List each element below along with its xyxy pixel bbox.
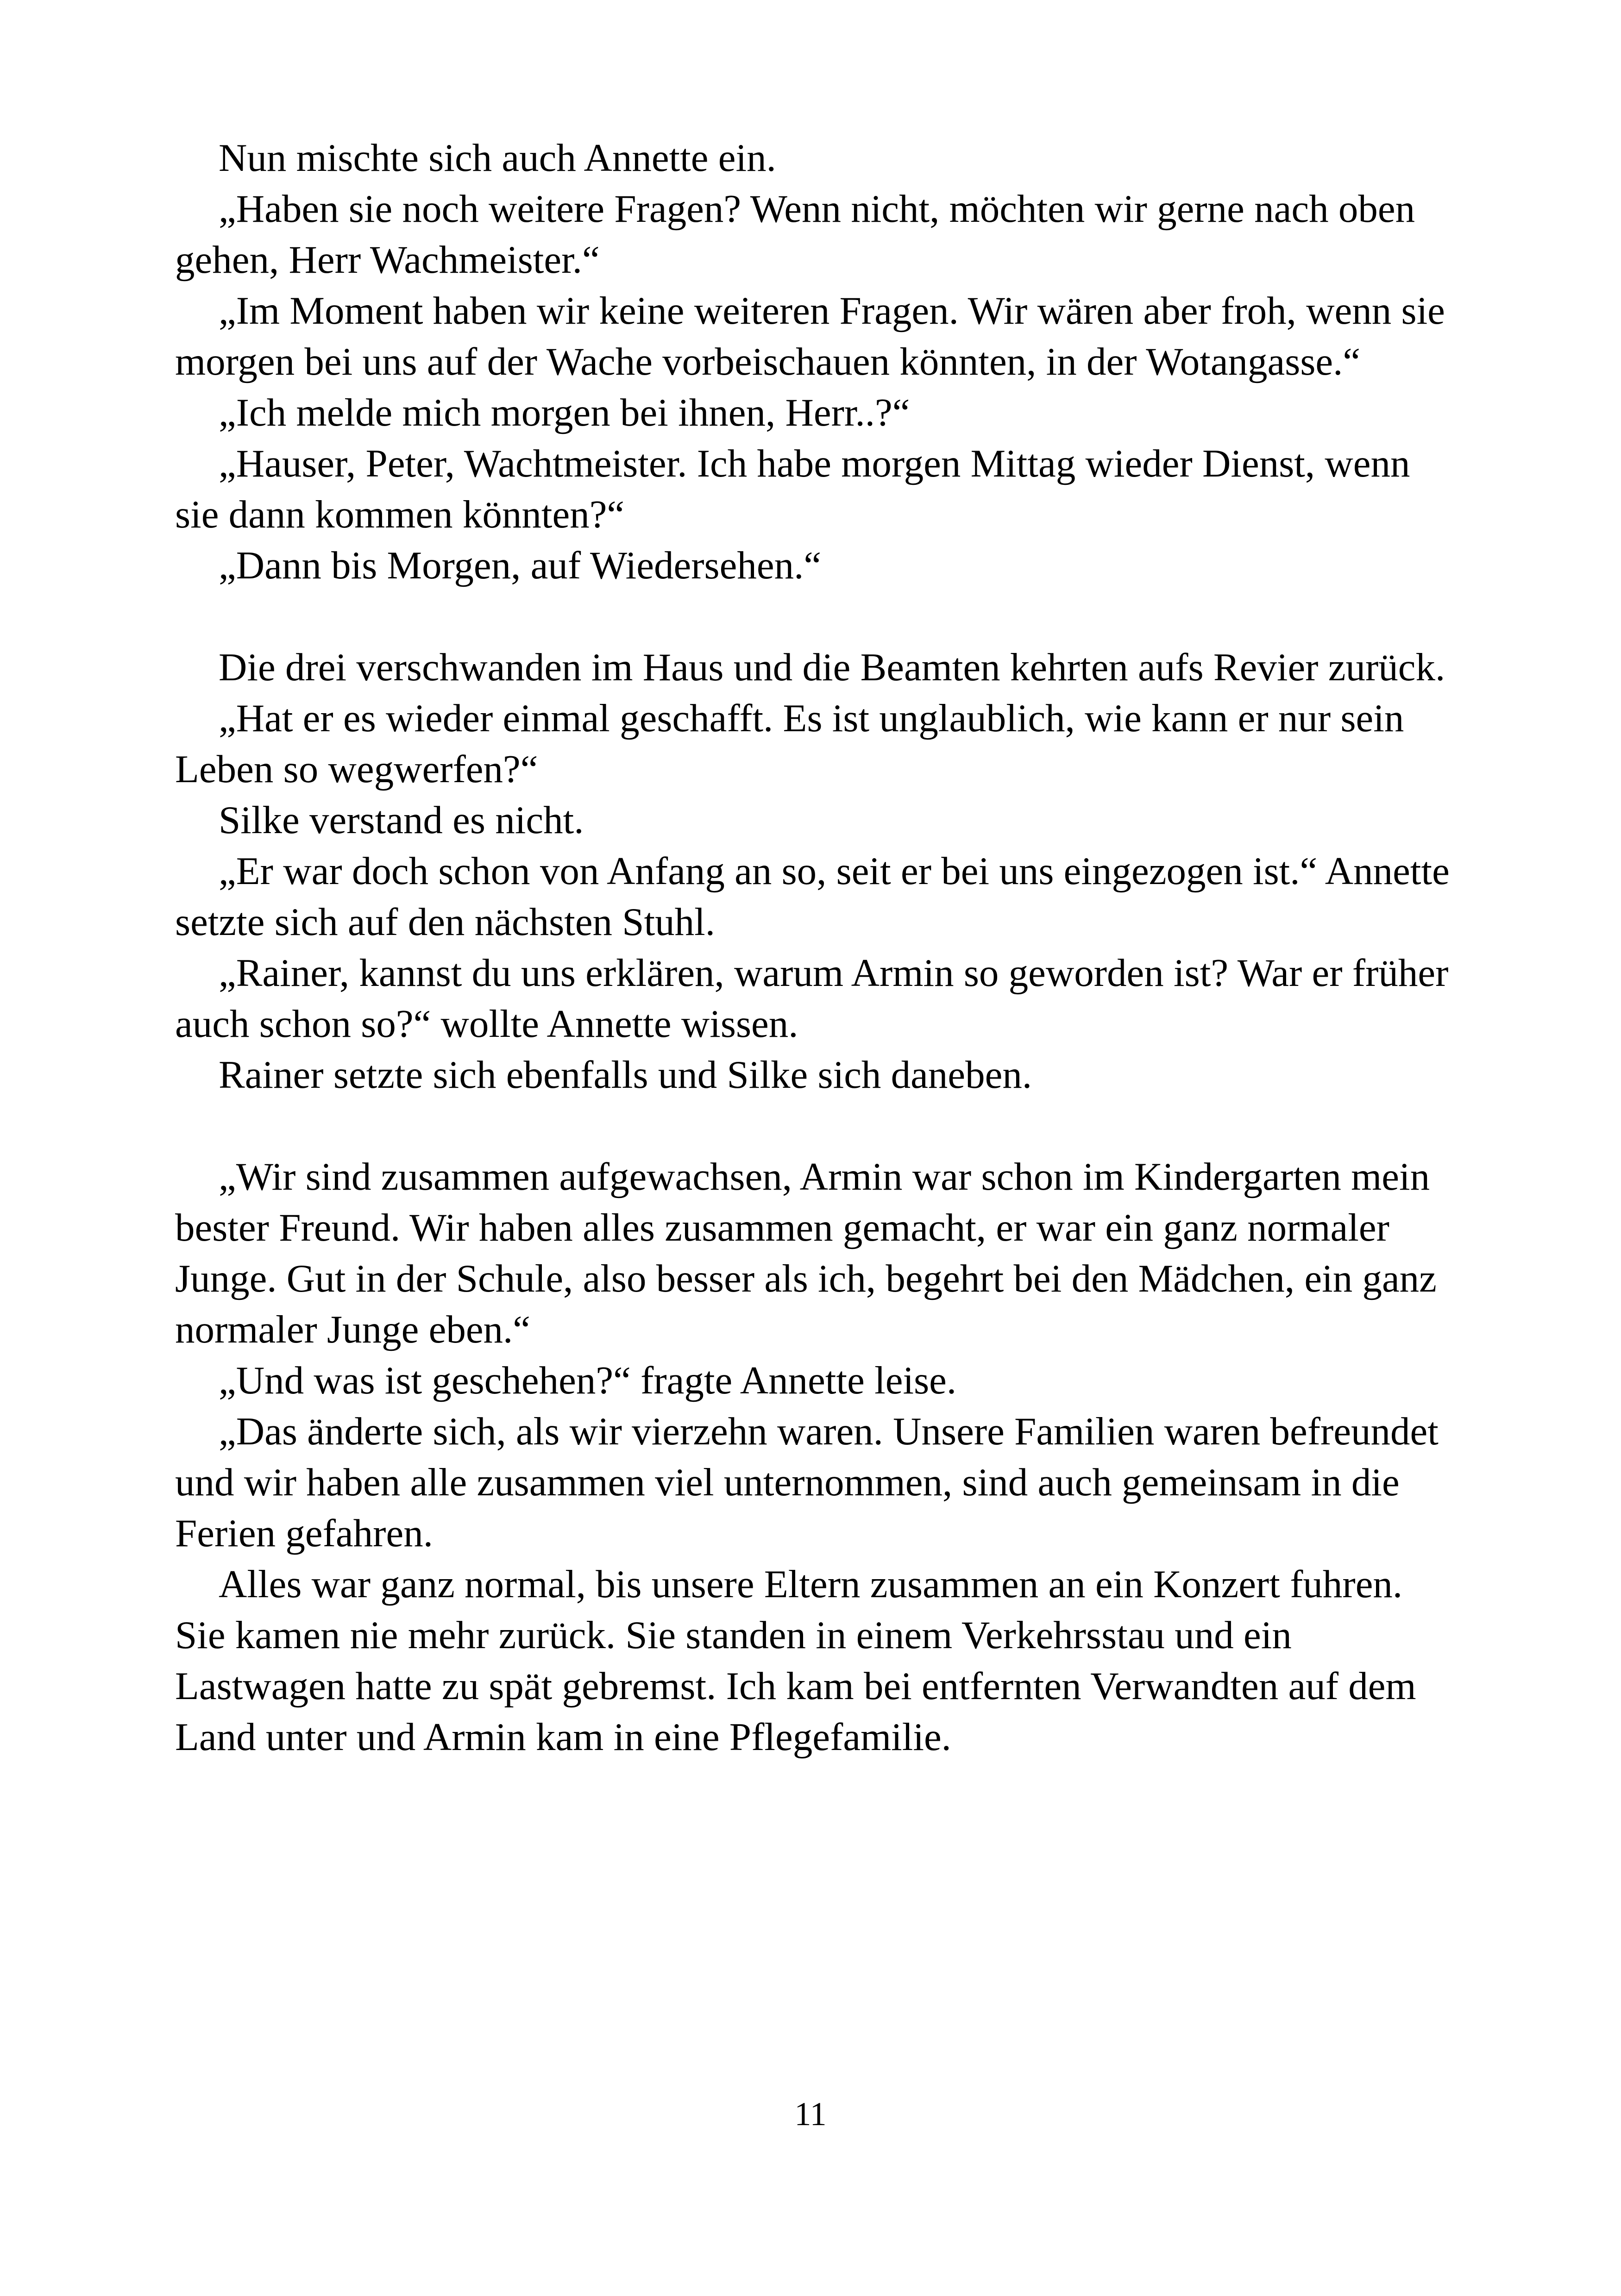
paragraph: „Hat er es wieder einmal geschafft. Es ist unglaublich, wie kann er nur sein Leben so wegwerfen?“ <box>175 696 1404 791</box>
paragraph: Nun mischte sich auch Annette ein. <box>219 136 776 180</box>
paragraph: Silke verstand es nicht. <box>219 798 584 842</box>
paragraph: Die drei verschwanden im Haus und die Beamten kehrten aufs Revier zurück. <box>219 646 1445 689</box>
paragraph: „Und was ist geschehen?“ fragte Annette leise. <box>219 1359 957 1402</box>
paragraph: „Ich melde mich morgen bei ihnen, Herr..?“ <box>219 391 910 434</box>
page-number: 11 <box>794 2095 827 2133</box>
paragraph: Rainer setzte sich ebenfalls und Silke sich daneben. <box>219 1053 1032 1097</box>
paragraph: „Er war doch schon von Anfang an so, seit er bei uns eingezogen ist.“ Annette setzte sich auf den nächsten Stuhl. <box>175 849 1450 944</box>
paragraph: „Das änderte sich, als wir vierzehn waren. Unsere Familien waren befreundet und wir haben alle zusammen viel unternommen, sind auch gemeinsam in die Ferien gefahren. <box>175 1410 1439 1555</box>
paragraph: „Im Moment haben wir keine weiteren Fragen. Wir wären aber froh, wenn sie morgen bei uns auf der Wache vorbeischauen könnten, in der Wotangasse.“ <box>175 289 1445 383</box>
paragraph: „Wir sind zusammen aufgewachsen, Armin war schon im Kindergarten mein bester Freund. Wir haben alles zusammen gemacht, er war ein ganz normaler Junge. Gut in der Schule, also besser als ich, begehrt bei den Mädchen, ein ganz normaler Junge eben.“ <box>175 1155 1437 1351</box>
paragraph: „Haben sie noch weitere Fragen? Wenn nicht, möchten wir gerne nach oben gehen, Herr Wachmeister.“ <box>175 187 1415 282</box>
paragraph: „Rainer, kannst du uns erklären, warum Armin so geworden ist? War er früher auch schon so?“ wollte Annette wissen. <box>175 951 1449 1046</box>
body-text <box>175 132 1453 1763</box>
paragraph: „Dann bis Morgen, auf Wiedersehen.“ <box>219 544 822 587</box>
paragraph: Alles war ganz normal, bis unsere Eltern zusammen an ein Konzert fuhren. Sie kamen nie mehr zurück. Sie standen in einem Verkehrsstau und ein Lastwagen hatte zu spät gebremst. Ich kam bei entfernten Verwandten auf dem Land unter und Armin kam in eine Pflegefamilie. <box>175 1562 1416 1759</box>
paragraph: „Hauser, Peter, Wachtmeister. Ich habe morgen Mittag wieder Dienst, wenn sie dann kommen könnten?“ <box>175 442 1410 536</box>
